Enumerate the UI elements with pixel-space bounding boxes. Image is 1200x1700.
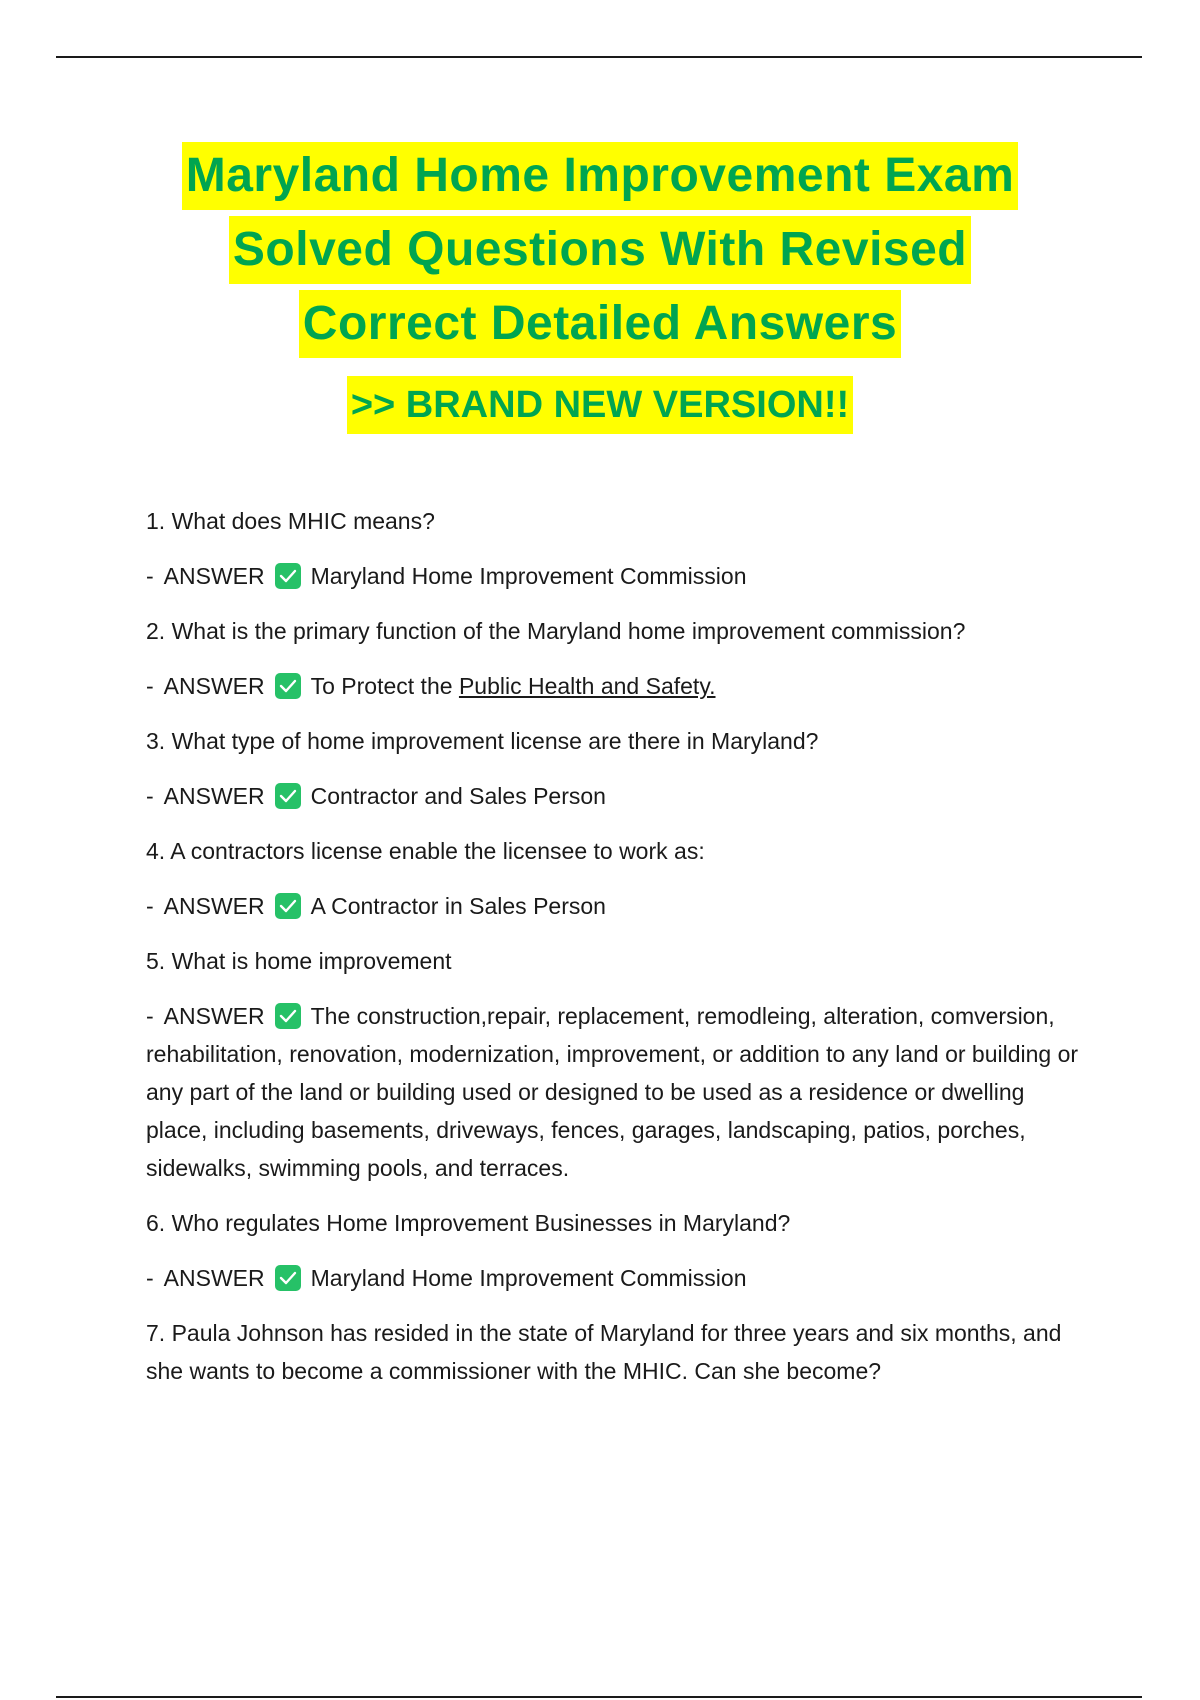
- check-mark-icon: [275, 563, 301, 589]
- answer-label: ANSWER: [163, 783, 265, 809]
- title-line-1: Maryland Home Improvement Exam: [182, 142, 1019, 210]
- answer-5: [146, 997, 1086, 1187]
- answer-text: Maryland Home Improvement Commission: [310, 563, 747, 589]
- answer-label: ANSWER: [163, 1265, 265, 1291]
- answer-dash: -: [146, 783, 154, 809]
- answer-3: [146, 777, 1086, 815]
- question-6: 6. Who regulates Home Improvement Businesses in Maryland?: [146, 1210, 791, 1236]
- question-4: 4. A contractors license enable the licensee to work as:: [146, 838, 705, 864]
- answer-text: To Protect the: [310, 673, 459, 699]
- top-rule: [56, 56, 1142, 58]
- answer-text: Contractor and Sales Person: [310, 783, 606, 809]
- answer-label: ANSWER: [163, 563, 265, 589]
- qa-list: [146, 502, 1086, 1407]
- check-mark-icon: [275, 893, 301, 919]
- subtitle-banner: >> BRAND NEW VERSION!!: [347, 376, 853, 434]
- document-title-block: [0, 142, 1200, 434]
- answer-dash: -: [146, 563, 154, 589]
- bottom-rule: [56, 1696, 1142, 1698]
- question-2: 2. What is the primary function of the Maryland home improvement commission?: [146, 618, 966, 644]
- answer-4: [146, 887, 1086, 925]
- answer-dash: -: [146, 1265, 154, 1291]
- question-1: 1. What does MHIC means?: [146, 508, 435, 534]
- check-mark-icon: [275, 673, 301, 699]
- answer-label: ANSWER: [163, 893, 265, 919]
- answer-underlined-text: Public Health and Safety.: [458, 673, 716, 699]
- answer-1: [146, 557, 1086, 595]
- check-mark-icon: [275, 783, 301, 809]
- answer-dash: -: [146, 1003, 154, 1029]
- question-5: 5. What is home improvement: [146, 948, 452, 974]
- answer-text: Maryland Home Improvement Commission: [310, 1265, 747, 1291]
- answer-6: [146, 1259, 1086, 1297]
- answer-dash: -: [146, 673, 154, 699]
- answer-label: ANSWER: [163, 1003, 265, 1029]
- title-line-3: Correct Detailed Answers: [299, 290, 901, 358]
- answer-label: ANSWER: [163, 673, 265, 699]
- answer-2: [146, 667, 1086, 705]
- answer-dash: -: [146, 893, 154, 919]
- question-3: 3. What type of home improvement license are there in Maryland?: [146, 728, 819, 754]
- check-mark-icon: [275, 1003, 301, 1029]
- answer-text: A Contractor in Sales Person: [310, 893, 606, 919]
- answer-text: The construction,repair, replacement, remodleing, alteration, comversion, rehabilitation, renovation, modernization, improvement, or addition to any land or building or any part of the land or building used or designed to be used as a residence or dwelling place, including basements, driveways, fences, garages, landscaping, patios, porches, sidewalks, swimming pools, and terraces.: [146, 1003, 1079, 1181]
- check-mark-icon: [275, 1265, 301, 1291]
- title-line-2: Solved Questions With Revised: [229, 216, 971, 284]
- question-7: 7. Paula Johnson has resided in the state of Maryland for three years and six months, and she wants to become a commissioner with the MHIC. Can she become?: [146, 1320, 1062, 1384]
